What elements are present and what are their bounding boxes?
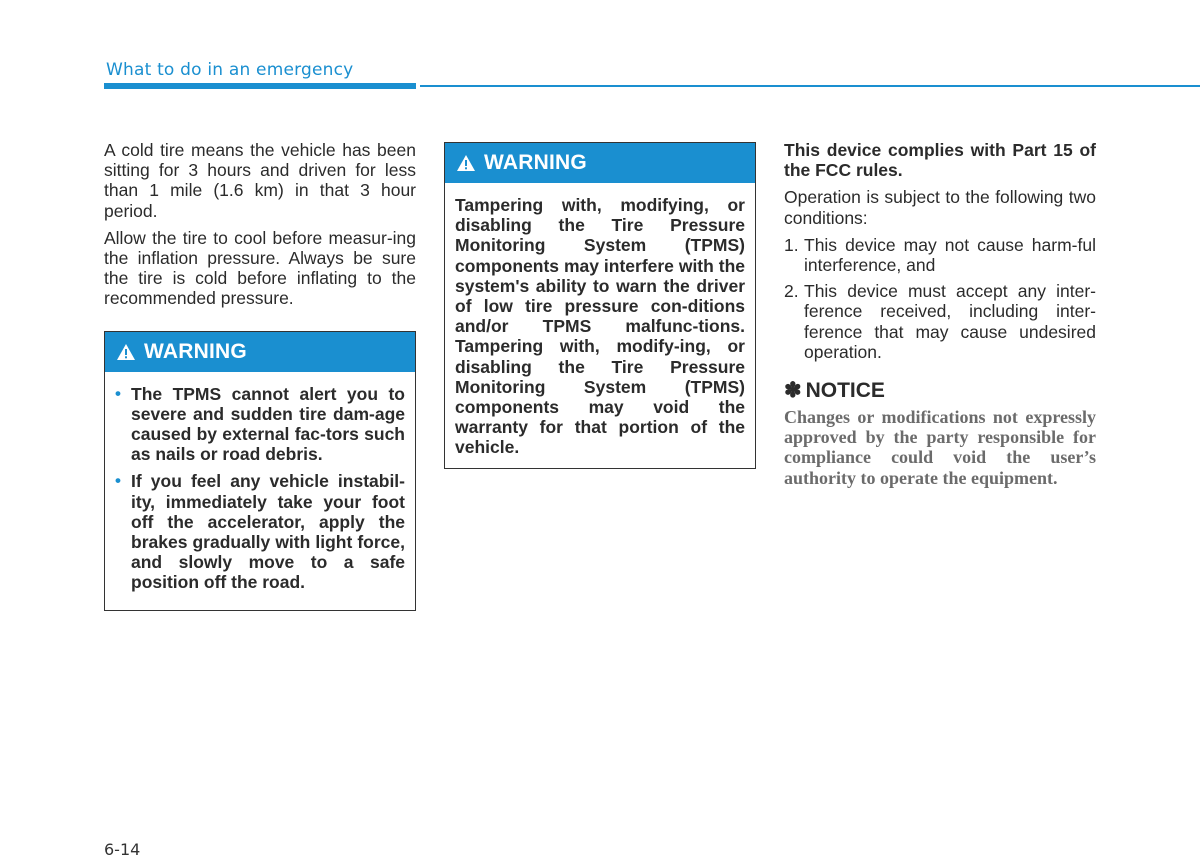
cool-tire-paragraph: Allow the tire to cool before measur-ing the inflation pressure. Always be sure the tire is cold before inflating to the recommended pressure. [104, 227, 416, 309]
condition-text: This device must accept any inter-ference received, including inter-ference that may cause undesired operation. [804, 281, 1096, 362]
warning-header [445, 143, 755, 183]
tampering-warning-box [444, 142, 756, 469]
header-rule-thin [420, 85, 1200, 87]
column-left [104, 140, 416, 611]
tpms-warning-box [104, 331, 416, 611]
header-rule-thick [104, 83, 416, 89]
warning-triangle-icon [117, 344, 135, 360]
section-title: What to do in an emergency [106, 60, 354, 80]
condition-item [784, 281, 1096, 362]
warning-title: WARNING [144, 339, 247, 363]
tampering-warning-text: Tampering with, modifying, or disabling the Tire Pressure Monitoring System (TPMS) components may interfere with the system's ability to warn the driver of low tire pressure con-ditions and/or TPMS malfunc-tions. Tampering with, modify-ing, or disabling the Tire Pressure Monitoring System (TPMS) components may void the warranty for that portion of the vehicle. [455, 195, 745, 458]
column-right [784, 140, 1096, 488]
notice-text: Changes or modifications not expressly approved by the party responsible for compliance could void the user’s authority to operate the equipment. [784, 407, 1096, 488]
page-number: 6-14 [104, 840, 141, 859]
condition-text: This device may not cause harm-ful interference, and [804, 234, 1096, 276]
fcc-heading: This device complies with Part 15 of the FCC rules. [784, 140, 1096, 181]
condition-number: 2. [784, 281, 799, 302]
condition-number: 1. [784, 234, 799, 255]
bullet-dot-icon: • [115, 471, 121, 491]
warning-body [445, 183, 755, 468]
conditions-intro: Operation is subject to the following two conditions: [784, 187, 1096, 228]
notice-star-icon: ✽ [784, 379, 802, 403]
warning-triangle-icon [457, 155, 475, 171]
warning-bullet [115, 471, 405, 592]
warning-bullet [115, 384, 405, 465]
column-middle [444, 142, 756, 469]
warning-bullet-text: The TPMS cannot alert you to severe and sudden tire dam-age caused by external fac-tors such as nails or road debris. [131, 383, 405, 465]
cold-tire-paragraph: A cold tire means the vehicle has been sitting for 3 hours and driven for less than 1 mile (1.6 km) in that 3 hour period. [104, 140, 416, 221]
condition-item [784, 235, 1096, 275]
notice-heading [784, 378, 1096, 403]
notice-title: NOTICE [805, 378, 885, 402]
warning-bullet-text: If you feel any vehicle instabil-ity, immediately take your foot off the accelerator, apply the brakes gradually with light force, and slowly move to a safe position off the road. [131, 471, 405, 593]
warning-header [105, 332, 415, 372]
warning-body [105, 372, 415, 610]
bullet-dot-icon: • [115, 383, 121, 403]
warning-title: WARNING [484, 151, 587, 174]
